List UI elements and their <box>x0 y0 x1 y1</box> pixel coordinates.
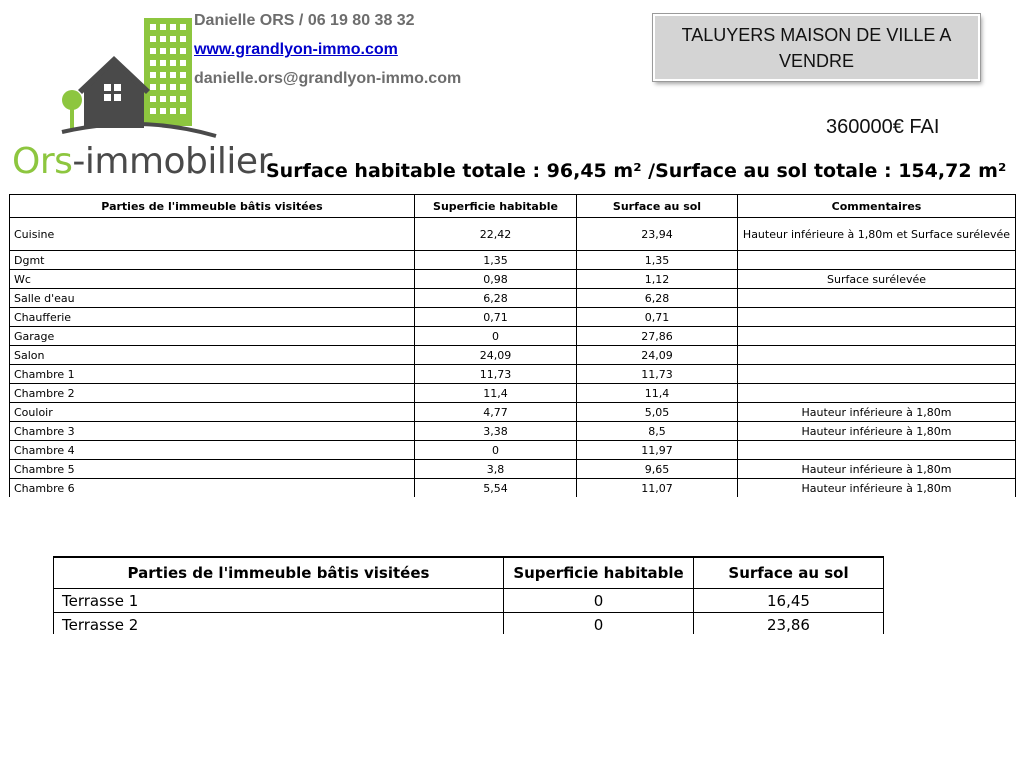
comment: Hauteur inférieure à 1,80m <box>738 479 1016 498</box>
ground-surface: 0,71 <box>577 308 738 327</box>
habitable-surface: 0 <box>415 441 577 460</box>
comment: Hauteur inférieure à 1,80m <box>738 460 1016 479</box>
room-name: Salle d'eau <box>10 289 415 308</box>
habitable-surface: 3,8 <box>415 460 577 479</box>
header-habitable: Superficie habitable <box>504 557 694 589</box>
header-parts: Parties de l'immeuble bâtis visitées <box>54 557 504 589</box>
header-ground: Surface au sol <box>577 195 738 218</box>
ground-surface: 11,07 <box>577 479 738 498</box>
ground-surface: 16,45 <box>694 589 884 613</box>
room-name: Couloir <box>10 403 415 422</box>
website-link[interactable]: www.grandlyon-immo.com <box>194 41 398 58</box>
header-habitable: Superficie habitable <box>415 195 577 218</box>
room-name: Chambre 3 <box>10 422 415 441</box>
ground-surface: 1,12 <box>577 270 738 289</box>
room-name: Cuisine <box>10 218 415 251</box>
table-header-row <box>54 557 884 589</box>
table-row <box>54 613 884 635</box>
habitable-surface: 11,4 <box>415 384 577 403</box>
ground-surface: 6,28 <box>577 289 738 308</box>
room-name: Chaufferie <box>10 308 415 327</box>
logo-wordmark: Ors-immobilier <box>12 141 272 182</box>
room-name: Chambre 4 <box>10 441 415 460</box>
ground-surface: 23,86 <box>694 613 884 635</box>
contact-name-phone: Danielle ORS / 06 19 80 38 32 <box>194 12 415 29</box>
habitable-surface: 0,71 <box>415 308 577 327</box>
habitable-surface: 11,73 <box>415 365 577 384</box>
habitable-surface: 1,35 <box>415 251 577 270</box>
terrace-name: Terrasse 1 <box>54 589 504 613</box>
comment: Surface surélevée <box>738 270 1016 289</box>
ground-surface: 11,73 <box>577 365 738 384</box>
habitable-surface: 4,77 <box>415 403 577 422</box>
habitable-surface: 0 <box>504 589 694 613</box>
header-comments: Commentaires <box>738 195 1016 218</box>
habitable-surface: 22,42 <box>415 218 577 251</box>
ground-surface: 1,35 <box>577 251 738 270</box>
listing-title: TALUYERS MAISON DE VILLE A VENDRE <box>681 24 952 71</box>
habitable-surface: 0,98 <box>415 270 577 289</box>
table-row <box>54 589 884 613</box>
header-ground: Surface au sol <box>694 557 884 589</box>
ground-surface: 23,94 <box>577 218 738 251</box>
terrace-surface-table <box>53 556 884 634</box>
room-name: Chambre 6 <box>10 479 415 498</box>
habitable-surface: 24,09 <box>415 346 577 365</box>
habitable-surface: 5,54 <box>415 479 577 498</box>
header-parts: Parties de l'immeuble bâtis visitées <box>10 195 415 218</box>
room-name: Dgmt <box>10 251 415 270</box>
ground-surface: 9,65 <box>577 460 738 479</box>
ground-surface: 24,09 <box>577 346 738 365</box>
habitable-surface: 6,28 <box>415 289 577 308</box>
room-name: Chambre 1 <box>10 365 415 384</box>
habitable-surface: 0 <box>504 613 694 635</box>
room-name: Chambre 5 <box>10 460 415 479</box>
habitable-surface: 0 <box>415 327 577 346</box>
ground-surface: 27,86 <box>577 327 738 346</box>
terrace-name: Terrasse 2 <box>54 613 504 635</box>
ground-surface: 8,5 <box>577 422 738 441</box>
surface-summary: Surface habitable totale : 96,45 m² /Surface au sol totale : 154,72 m² <box>266 160 1007 182</box>
ground-surface: 11,97 <box>577 441 738 460</box>
room-name: Wc <box>10 270 415 289</box>
room-name: Garage <box>10 327 415 346</box>
contact-email: danielle.ors@grandlyon-immo.com <box>194 70 462 87</box>
habitable-surface: 3,38 <box>415 422 577 441</box>
comment: Hauteur inférieure à 1,80m <box>738 403 1016 422</box>
room-name: Salon <box>10 346 415 365</box>
comment: Hauteur inférieure à 1,80m <box>738 422 1016 441</box>
ground-surface: 11,4 <box>577 384 738 403</box>
comment: Hauteur inférieure à 1,80m et Surface surélevée <box>738 218 1016 251</box>
listing-price: 360000€ FAI <box>826 116 940 138</box>
ground-surface: 5,05 <box>577 403 738 422</box>
room-name: Chambre 2 <box>10 384 415 403</box>
